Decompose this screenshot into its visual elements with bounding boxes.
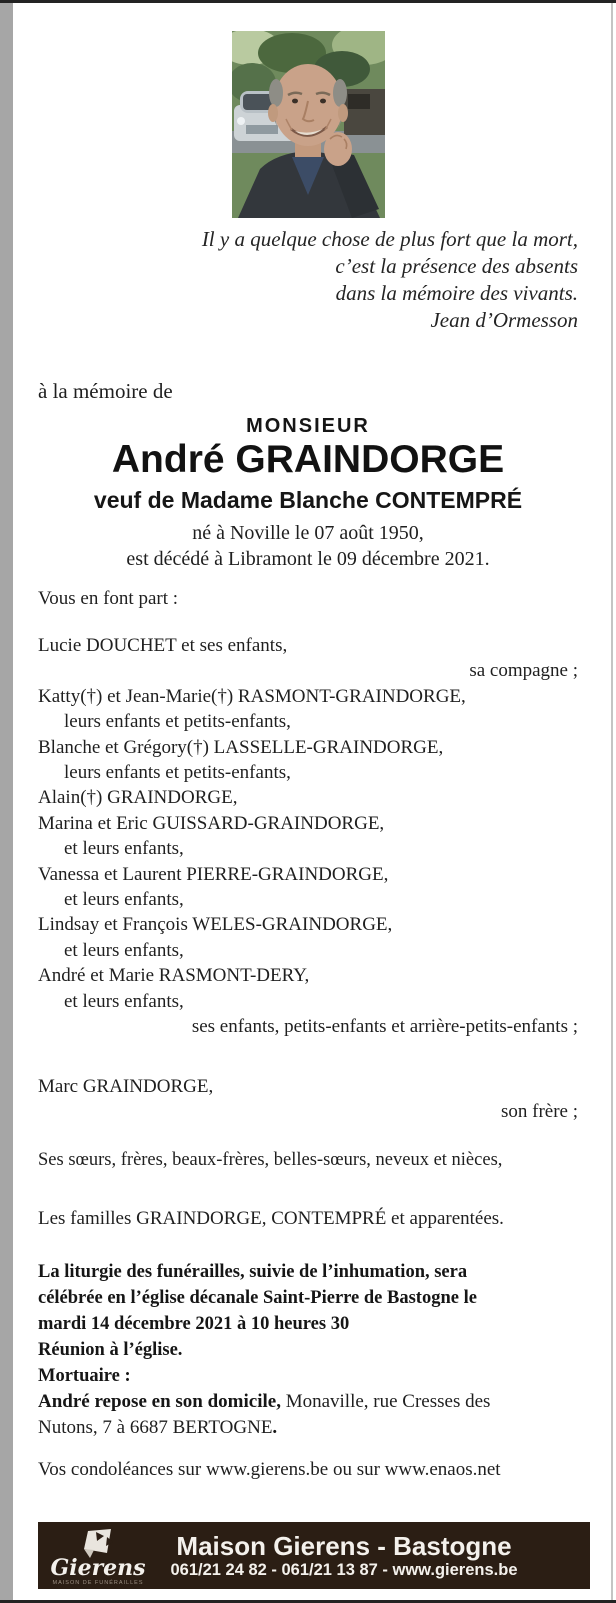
brother-line: Marc GRAINDORGE, <box>38 1075 214 1097</box>
quote-line: c’est la présence des absents <box>335 254 578 278</box>
family-line: et leurs enfants, <box>64 939 184 961</box>
widower-line: veuf de Madame Blanche CONTEMPRÉ <box>93 487 523 513</box>
ceremony-line: célébrée en l’église décanale Saint-Pierre de Bastogne le <box>38 1288 477 1309</box>
relatives-line: Ses sœurs, frères, beaux-frères, belles-sœurs, neveux et nièces, <box>38 1150 503 1171</box>
announcement-lead: Vous en font part : <box>38 588 179 609</box>
ceremony-line: La liturgie des funérailles, suivie de l’inhumation, sera <box>38 1262 468 1283</box>
mortuary-line-2 <box>38 1415 578 1441</box>
memorial-intro: à la mémoire de <box>38 379 173 403</box>
family-line: Katty(†) et Jean-Marie(†) RASMONT-GRAINDORGE, <box>38 685 466 707</box>
family-line: et leurs enfants, <box>64 838 184 860</box>
memorial-quote <box>38 226 578 334</box>
family-line: Marina et Eric GUISSARD-GRAINDORGE, <box>38 812 385 834</box>
right-page-edge <box>611 3 613 1600</box>
family-line: Lindsay et François WELES-GRAINDORGE, <box>38 914 393 936</box>
family-line: ses enfants, petits-enfants et arrière-petits-enfants ; <box>191 1016 578 1038</box>
family-line: leurs enfants et petits-enfants, <box>64 762 291 784</box>
funeral-home-banner <box>38 1522 590 1589</box>
quote-line: dans la mémoire des vivants. <box>335 281 578 305</box>
mortuary-end-period: . <box>272 1417 278 1439</box>
civility-label: MONSIEUR <box>246 415 370 437</box>
family-list <box>38 633 578 1040</box>
mortuary-paragraph <box>38 1389 578 1441</box>
condolences-line: Vos condoléances sur www.gierens.be ou sur www.enaos.net <box>38 1459 501 1481</box>
quote-author: Jean d’Ormesson <box>430 308 578 332</box>
banner-text-block <box>158 1532 590 1580</box>
birth-line: né à Noville le 07 août 1950, <box>192 522 424 544</box>
portrait-photo <box>232 31 385 218</box>
mortuary-address-part: Monaville, rue Cresses des <box>280 1391 491 1413</box>
family-line: Blanche et Grégory(†) LASSELLE-GRAINDORGE, <box>38 736 444 758</box>
family-line: André et Marie RASMONT-DERY, <box>38 965 310 987</box>
ceremony-line: Mortuaire : <box>38 1366 131 1387</box>
ceremony-paragraph <box>38 1259 578 1389</box>
logo-tagline: MAISON DE FUNÉRAILLES <box>52 1579 144 1586</box>
ceremony-line: mardi 14 décembre 2021 à 10 heures 30 <box>38 1314 350 1335</box>
brother-list <box>38 1074 578 1125</box>
death-line: est décédé à Libramont le 09 décembre 2021. <box>126 548 490 570</box>
families-line: Les familles GRAINDORGE, CONTEMPRÉ et apparentées. <box>38 1208 504 1230</box>
family-line: et leurs enfants, <box>64 990 184 1012</box>
family-line: Vanessa et Laurent PIERRE-GRAINDORGE, <box>38 863 389 885</box>
family-line: leurs enfants et petits-enfants, <box>64 711 291 733</box>
family-line: sa compagne ; <box>469 660 578 682</box>
family-line: Lucie DOUCHET et ses enfants, <box>38 635 288 656</box>
portrait-photo-illustration <box>232 31 385 218</box>
birth-death-lines <box>38 520 578 572</box>
mortuary-address-part-2: Nutons, 7 à 6687 BERTOGNE <box>38 1417 273 1439</box>
deceased-name: André GRAINDORGE <box>111 438 505 481</box>
left-margin-strip <box>0 3 13 1600</box>
logo-name: Gierens <box>50 1554 146 1581</box>
quote-lines <box>38 226 578 307</box>
gierens-logo <box>38 1526 158 1586</box>
brother-line: son frère ; <box>500 1100 578 1122</box>
family-line: et leurs enfants, <box>64 889 184 911</box>
banner-title: Maison Gierens - Bastogne <box>176 1530 512 1561</box>
family-line: Alain(†) GRAINDORGE, <box>38 787 238 809</box>
quote-line: Il y a quelque chose de plus fort que la mort, <box>201 227 578 251</box>
mortuary-bold-part: André repose en son domicile, <box>38 1391 281 1413</box>
ceremony-line: Réunion à l’église. <box>38 1340 183 1361</box>
notice-body <box>13 3 610 1589</box>
banner-contact: 061/21 24 82 - 061/21 13 87 - www.gierens.be <box>170 1560 518 1579</box>
mortuary-line-1 <box>38 1389 578 1415</box>
